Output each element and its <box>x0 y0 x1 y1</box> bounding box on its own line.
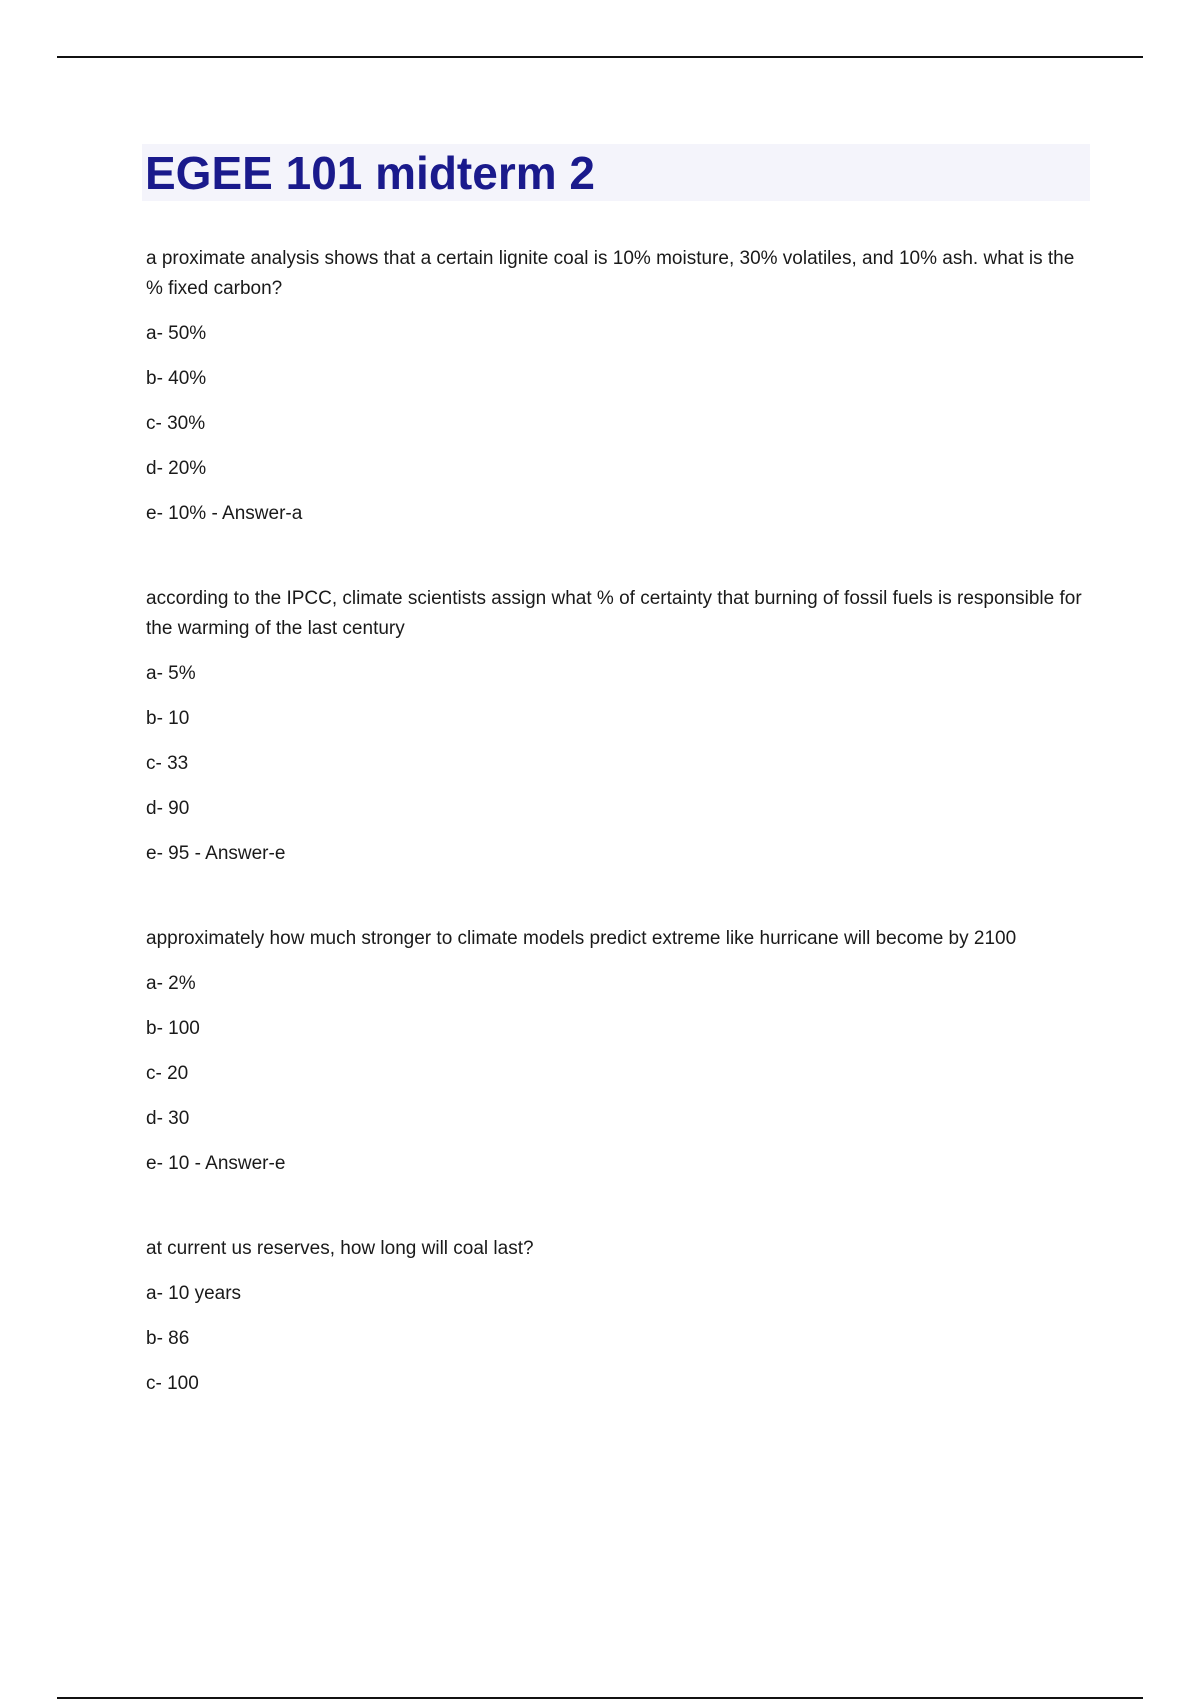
question-4 <box>146 1234 1096 1399</box>
option-d: d- 90 <box>146 798 190 819</box>
document-title: EGEE 101 midterm 2 <box>145 147 595 199</box>
question-2 <box>146 584 1096 869</box>
question-spacer <box>146 529 1096 580</box>
question-3 <box>146 924 1096 1179</box>
option-a: a- 5% <box>146 663 196 684</box>
question-text: approximately how much stronger to climate models predict extreme like hurricane will become by 2100 <box>146 928 1017 949</box>
option-c: c- 20 <box>146 1063 189 1084</box>
option-d: d- 20% <box>146 458 207 479</box>
option-a: a- 50% <box>146 323 207 344</box>
bottom-divider <box>57 1697 1143 1699</box>
question-spacer <box>146 1179 1096 1230</box>
option-e-answer: e- 10% - Answer-a <box>146 503 303 524</box>
option-c: c- 33 <box>146 753 189 774</box>
question-text: at current us reserves, how long will coal last? <box>146 1238 534 1259</box>
option-a: a- 10 years <box>146 1283 242 1304</box>
option-b: b- 10 <box>146 708 190 729</box>
option-c: c- 30% <box>146 413 206 434</box>
option-b: b- 86 <box>146 1328 190 1349</box>
option-b: b- 40% <box>146 368 207 389</box>
option-a: a- 2% <box>146 973 196 994</box>
question-text: according to the IPCC, climate scientists assign what % of certainty that burning of fossil fuels is responsible for the warming of the last century <box>146 588 1082 639</box>
document-body <box>146 240 1096 1399</box>
option-e-answer: e- 95 - Answer-e <box>146 843 286 864</box>
top-divider <box>57 56 1143 58</box>
option-e-answer: e- 10 - Answer-e <box>146 1153 286 1174</box>
option-b: b- 100 <box>146 1018 200 1039</box>
question-text: a proximate analysis shows that a certain lignite coal is 10% moisture, 30% volatiles, and 10% ash. what is the % fixed carbon? <box>146 248 1075 299</box>
question-spacer <box>146 869 1096 920</box>
option-c: c- 100 <box>146 1373 199 1394</box>
option-d: d- 30 <box>146 1108 190 1129</box>
question-1 <box>146 244 1096 529</box>
